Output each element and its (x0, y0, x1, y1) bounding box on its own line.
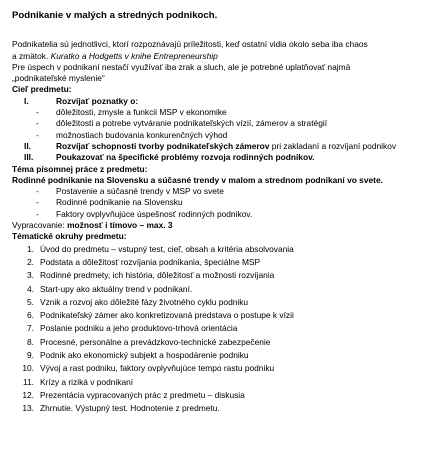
goal-text-bold: Rozvíjať schopnosti tvorby podnikateľských zámerov (56, 140, 270, 151)
goal-number: II. (24, 140, 31, 151)
topic-number: 1. (27, 243, 34, 254)
topic-item (12, 402, 432, 415)
goal-subitem-text: dôležitosti a potrebe vytváranie podnikateľských vízií, zámerov a stratégií (56, 118, 328, 129)
topic-text: Poslanie podniku a jeho produktovo-trhová orientácia (40, 323, 238, 334)
topic-text: Rodinné predmety, ich história, dôležitosť a možnosti rozvíjania (40, 270, 275, 281)
dash-bullet: - (36, 129, 39, 140)
teamwork-label: Vypracovanie: (12, 220, 68, 231)
topic-number: 9. (27, 350, 34, 361)
topic-item (12, 269, 432, 282)
topic-item (12, 362, 432, 375)
topic-item (12, 322, 432, 335)
topic-item (12, 336, 432, 349)
topic-text: Start-upy ako aktuálny trend v podnikaní. (40, 283, 193, 294)
goal-text-rest: pri zakladaní a rozvíjaní podnikov (269, 140, 397, 151)
topic-number: 12. (22, 389, 34, 400)
topic-text: Podnik ako ekonomický subjekt a hospodárenie podniku (40, 350, 249, 361)
teamwork-line (12, 220, 432, 231)
topic-number: 3. (27, 270, 34, 281)
topic-item (12, 389, 432, 402)
thesis-item-text: Faktory ovplyvňujúce úspešnosť rodinných podnikov. (56, 208, 253, 219)
intro-line-2-text: a zmätok. (12, 50, 51, 61)
topic-text: Úvod do predmetu – vstupný test, cieľ, obsah a kritéria absolvovania (40, 243, 294, 254)
topic-number: 8. (27, 336, 34, 347)
goals-heading: Cieľ predmetu: (12, 84, 72, 95)
topic-item (12, 296, 432, 309)
topic-text: Vývoj a rast podniku, faktory ovplyvňujúce tempo rastu podniku (40, 363, 275, 374)
dash-bullet: - (36, 118, 39, 129)
topic-number: 11. (22, 376, 34, 387)
goal-subitem-text: dôležitosti, zmysle a funkcii MSP v ekonomike (56, 107, 227, 118)
goal-text (56, 141, 396, 151)
goal-number: I. (24, 95, 29, 106)
goal-subitem (12, 118, 432, 129)
thesis-item-text: Postavenie a súčasné trendy v MSP vo svete (56, 186, 224, 197)
thesis-item (12, 209, 432, 220)
intro-line-2 (12, 51, 432, 62)
topic-item (12, 376, 432, 389)
topic-number: 4. (27, 283, 34, 294)
intro-line-1: Podnikatelia sú jednotlivci, ktorí rozpoznávajú príležitosti, keď ostatní vidia okolo seba iba chaos (12, 39, 368, 50)
goal-number: III. (24, 152, 34, 163)
goal-text: Rozvíjať poznatky o: (56, 95, 139, 106)
goal-item (12, 152, 432, 163)
dash-bullet: - (36, 208, 39, 219)
dash-bullet: - (36, 107, 39, 118)
document-page (12, 8, 432, 416)
goal-subitem (12, 107, 432, 118)
document-title: Podnikanie v malých a stredných podnikoch. (12, 10, 218, 21)
thesis-item-text: Rodinné podnikanie na Slovensku (56, 197, 183, 208)
topic-item (12, 283, 432, 296)
goal-subitem-text: možnostiach budovania konkurenčných výhod (56, 129, 228, 140)
topic-number: 7. (27, 323, 34, 334)
intro-line-3: Pre úspech v podnikaní nestačí využívať iba zrak a sluch, ale je potrebné uplatňovať najmä (12, 61, 351, 72)
topic-text: Krízy a riziká v podnikaní (40, 376, 134, 387)
topic-item (12, 309, 432, 322)
topic-number: 10. (22, 363, 34, 374)
topic-text: Podstata a dôležitosť rozvíjania podnikania, špeciálne MSP (40, 256, 261, 267)
topic-item (12, 256, 432, 269)
teamwork-value: možnosť i tímovo – max. 3 (67, 220, 173, 231)
thesis-heading: Téma písomnej práce z predmetu: (12, 163, 148, 174)
topic-text: Vznik a rozvoj ako dôležité fázy životného cyklu podniku (40, 296, 249, 307)
topic-number: 13. (22, 403, 34, 414)
topic-number: 2. (27, 256, 34, 267)
topic-number: 6. (27, 310, 34, 321)
thesis-item (12, 197, 432, 208)
dash-bullet: - (36, 197, 39, 208)
topic-text: Procesné, personálne a prevádzkovo-technické zabezpečenie (40, 336, 271, 347)
dash-bullet: - (36, 186, 39, 197)
goal-text: Poukazovať na špecifické problémy rozvoja rodinných podnikov. (56, 152, 315, 163)
quote-source: Kuratko a Hodgetts v knihe Entrepreneurship (50, 50, 218, 61)
topic-number: 5. (27, 296, 34, 307)
thesis-item (12, 186, 432, 197)
topic-item (12, 243, 432, 256)
topics-heading: Tématické okruhy predmetu: (12, 231, 127, 242)
goal-item (12, 96, 432, 107)
goal-subitem (12, 130, 432, 141)
topic-item (12, 349, 432, 362)
intro-line-4: „podnikateľské myslenie“ (12, 73, 105, 84)
topic-text: Podnikateľský zámer ako konkretizovaná predstava o postupe k vízii (40, 310, 294, 321)
goal-item (12, 141, 432, 152)
topics-list (12, 243, 432, 416)
topic-text: Prezentácia vypracovaných prác z predmetu – diskusia (40, 389, 245, 400)
topic-text: Zhrnutie. Výstupný test. Hodnotenie z predmetu. (40, 403, 220, 414)
thesis-topic: Rodinné podnikanie na Slovensku a súčasné trendy v malom a strednom podnikaní vo svete. (12, 174, 383, 185)
